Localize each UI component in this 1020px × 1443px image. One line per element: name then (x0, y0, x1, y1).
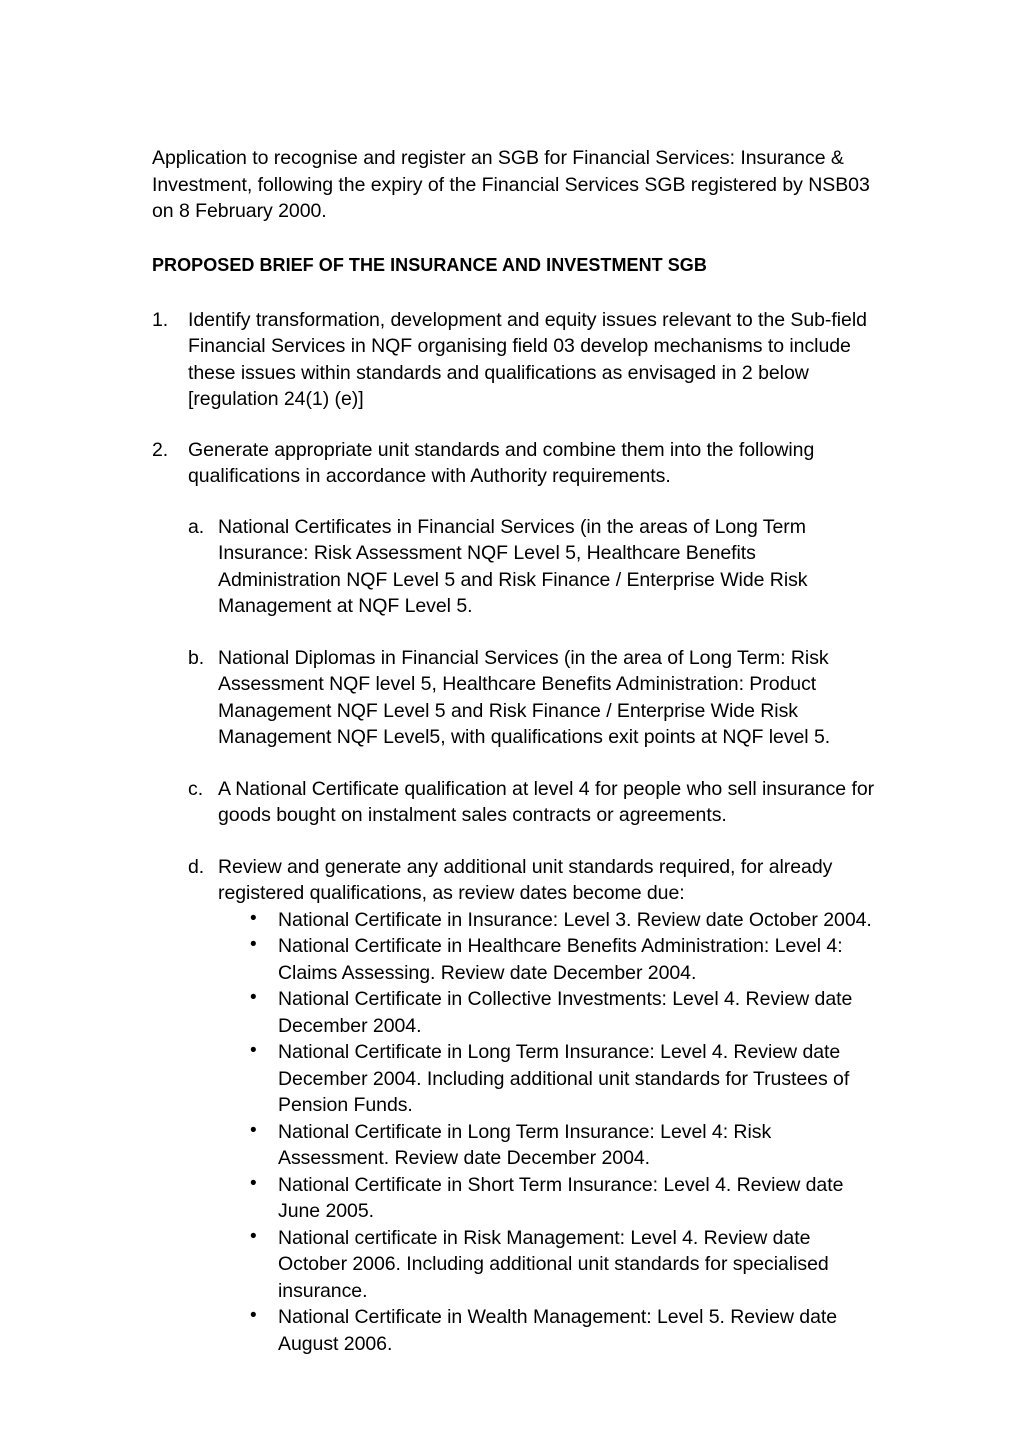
bullet-icon: • (250, 1305, 257, 1326)
list-marker: 2. (152, 438, 169, 461)
lettered-item-text: A National Certificate qualification at level 4 for people who sell insurance for goods bought on instalment sales contracts or agreements. (218, 777, 875, 826)
bullet-list-item (248, 1225, 876, 1305)
bullet-item-text: National Certificate in Long Term Insurance: Level 4. Review date December 2004. Including additional unit standards for Trustees of Pension Funds. (278, 1041, 850, 1116)
bullet-list-item (248, 1039, 876, 1119)
list-marker: b. (188, 646, 205, 669)
bullet-item-text: National Certificate in Collective Investments: Level 4. Review date December 2004. (278, 988, 853, 1037)
bullet-list-item (248, 1119, 876, 1172)
bullet-list-item (248, 933, 876, 986)
bullet-item-text: National Certificate in Long Term Insurance: Level 4: Risk Assessment. Review date December 2004. (278, 1120, 772, 1169)
bullet-icon: • (250, 987, 257, 1008)
list-marker: d. (188, 855, 205, 878)
document-body (152, 145, 876, 1357)
lettered-list-item (188, 776, 876, 829)
bullet-list-item (248, 986, 876, 1039)
numbered-list-item (152, 437, 876, 490)
bullet-icon: • (250, 1040, 257, 1061)
lettered-item-text: Review and generate any additional unit standards required, for already registered qualifications, as review dates become due: (218, 855, 833, 904)
intro-paragraph: Application to recognise and register an SGB for Financial Services: Insurance & Investment, following the expiry of the Financial Services SGB registered by NSB03 on 8 February 2000. (152, 147, 870, 222)
lettered-item-text: National Diplomas in Financial Services (in the area of Long Term: Risk Assessment NQF level 5, Healthcare Benefits Administration: Product Management NQF Level 5 and Risk Finance / Enterprise Wide Risk Management NQF Level5, with qualifications exit points at NQF level 5. (218, 646, 831, 748)
bullet-list-item (248, 907, 876, 934)
list-marker: a. (188, 515, 205, 538)
lettered-list-item (188, 645, 876, 751)
lettered-list-item (188, 854, 876, 1358)
bullet-item-text: National certificate in Risk Management: Level 4. Review date October 2006. Including additional unit standards for specialised insurance. (278, 1226, 829, 1302)
bullet-icon: • (250, 907, 257, 929)
section-heading: PROPOSED BRIEF OF THE INSURANCE AND INVESTMENT SGB (152, 254, 707, 275)
list-marker: c. (188, 777, 204, 800)
bullet-item-text: National Certificate in Wealth Management: Level 5. Review date August 2006. (278, 1306, 838, 1355)
bullet-item-text: National Certificate in Healthcare Benefits Administration: Level 4: Claims Assessing. Review date December 2004. (278, 935, 843, 984)
bullet-icon: • (250, 1172, 257, 1194)
lettered-list-item (188, 514, 876, 620)
bullet-item-text: National Certificate in Short Term Insurance: Level 4. Review date June 2005. (278, 1173, 844, 1222)
bullet-icon: • (250, 1225, 257, 1247)
list-marker: 1. (152, 308, 169, 331)
numbered-item-text: Generate appropriate unit standards and combine them into the following qualifications in accordance with Authority requirements. (188, 438, 815, 487)
lettered-list (152, 514, 876, 1358)
bullet-list-item (248, 1172, 876, 1225)
bullet-list-item (248, 1304, 876, 1357)
bullet-item-text: National Certificate in Insurance: Level 3. Review date October 2004. (278, 908, 872, 931)
numbered-list-item (152, 307, 876, 413)
lettered-item-text: National Certificates in Financial Services (in the areas of Long Term Insurance: Risk Assessment NQF Level 5, Healthcare Benefits Administration NQF Level 5 and Risk Finance / Enterprise Wide Risk Management at NQF Level 5. (218, 515, 808, 617)
bullet-icon: • (250, 1119, 257, 1141)
numbered-list (152, 307, 876, 490)
review-dates-bullet-list (218, 907, 876, 1358)
bullet-icon: • (250, 934, 257, 955)
numbered-item-text: Identify transformation, development and equity issues relevant to the Sub-field Financial Services in NQF organising field 03 develop mechanisms to include these issues within standards and qualifications as envisaged in 2 below [regulation 24(1) (e)] (188, 308, 867, 410)
